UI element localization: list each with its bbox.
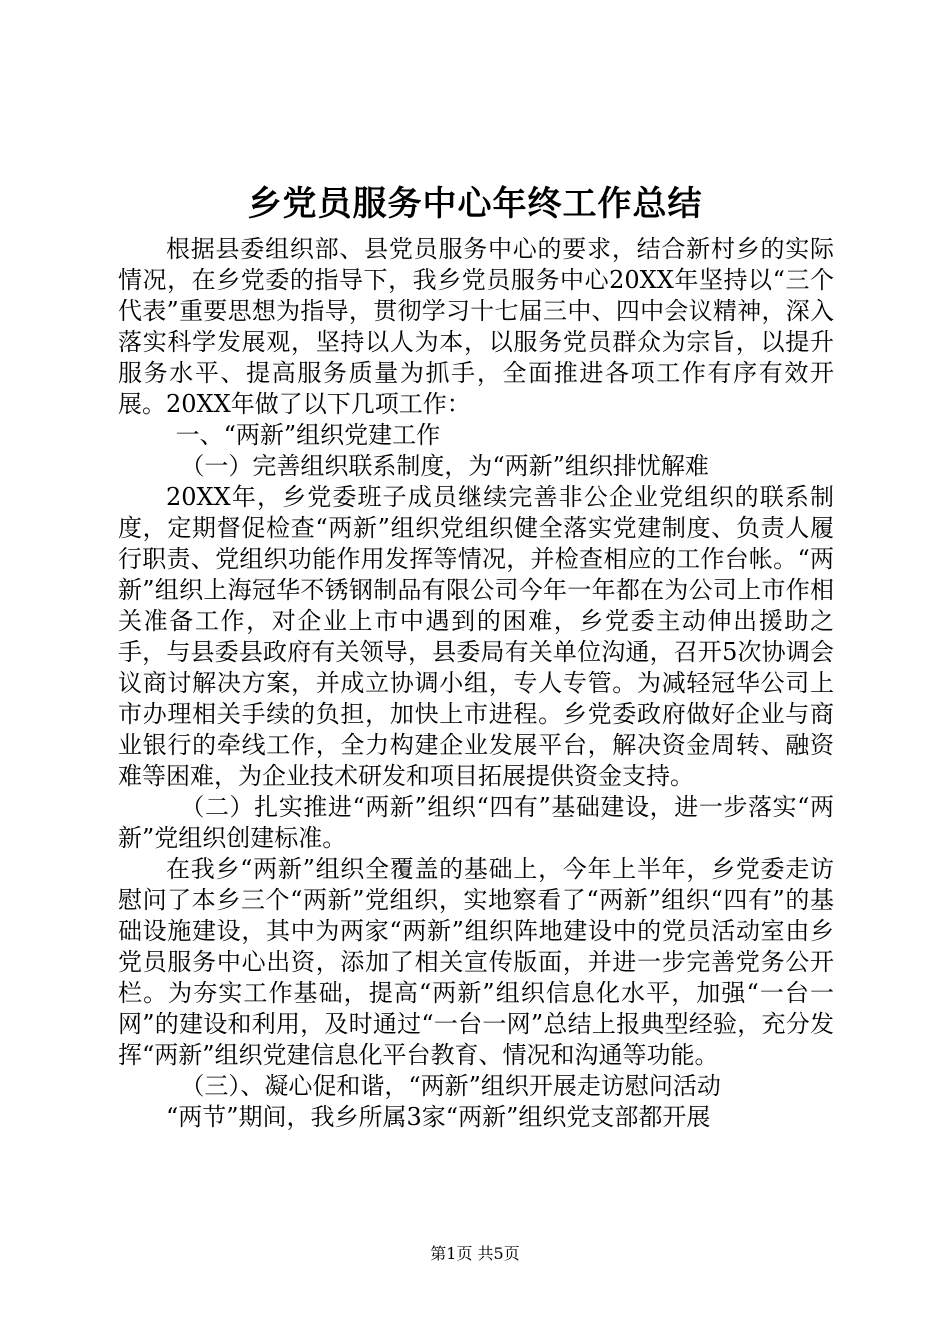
subsection-heading-3: （三）、凝心促和谐，“两新”组织开展走访慰问活动 <box>180 1072 721 1100</box>
document-title: 乡党员服务中心年终工作总结 <box>247 184 703 224</box>
subsection-heading-2: （二）扎实推进“两新”组织“四有”基础建设，进一步落实“两新”党组织创建标准。 <box>118 793 834 852</box>
paragraph-intro: 根据县委组织部、县党员服务中心的要求，结合新村乡的实际情况，在乡党委的指导下，我乡党员服务中心20XX年坚持以“三个代表”重要思想为指导，贯彻学习十七届三中、四中会议精神，深入落实科学发展观，坚持以人为本，以服务党员群众为宗旨，以提升服务水平、提高服务质量为抓手，全面推进各项工作有序有效开展。20XX年做了以下几项工作： <box>118 235 834 418</box>
paragraph-1: 20XX年，乡党委班子成员继续完善非公企业党组织的联系制度，定期督促检查“两新”组织党组织健全落实党建制度、负责人履行职责、党组织功能作用发挥等情况，并检查相应的工作台帐。“两新”组织上海冠华不锈钢制品有限公司今年一年都在为公司上市作相关准备工作，对企业上市中遇到的困难，乡党委主动伸出援助之手，与县委县政府有关领导，县委局有关单位沟通，召开5次协调会议商讨解决方案，并成立协调小组，专人专管。为减轻冠华公司上市办理相关手续的负担，加快上市进程。乡党委政府做好企业与商业银行的牵线工作，全力构建企业发展平台，解决资金周转、融资难等困难，为企业技术研发和项目拓展提供资金支持。 <box>118 483 834 790</box>
paragraph-3: “两节”期间，我乡所属3家“两新”组织党支部都开展 <box>166 1103 711 1131</box>
section-heading-1: 一、“两新”组织党建工作 <box>175 421 441 449</box>
page-number-footer: 第1页 共5页 <box>430 1244 520 1263</box>
paragraph-2: 在我乡“两新”组织全覆盖的基础上，今年上半年，乡党委走访慰问了本乡三个“两新”党组织，实地察看了“两新”组织“四有”的基础设施建设，其中为两家“两新”组织阵地建设中的党员活动室由乡党员服务中心出资，添加了相关宣传版面，并进一步完善党务公开栏。为夯实工作基础，提高“两新”组织信息化水平，加强“一台一网”的建设和利用，及时通过“一台一网”总结上报典型经验，充分发挥“两新”组织党建信息化平台教育、情况和沟通等功能。 <box>118 855 834 1069</box>
subsection-heading-1: （一）完善组织联系制度，为“两新”组织排忧解难 <box>180 452 709 480</box>
document-body <box>118 234 834 1133</box>
